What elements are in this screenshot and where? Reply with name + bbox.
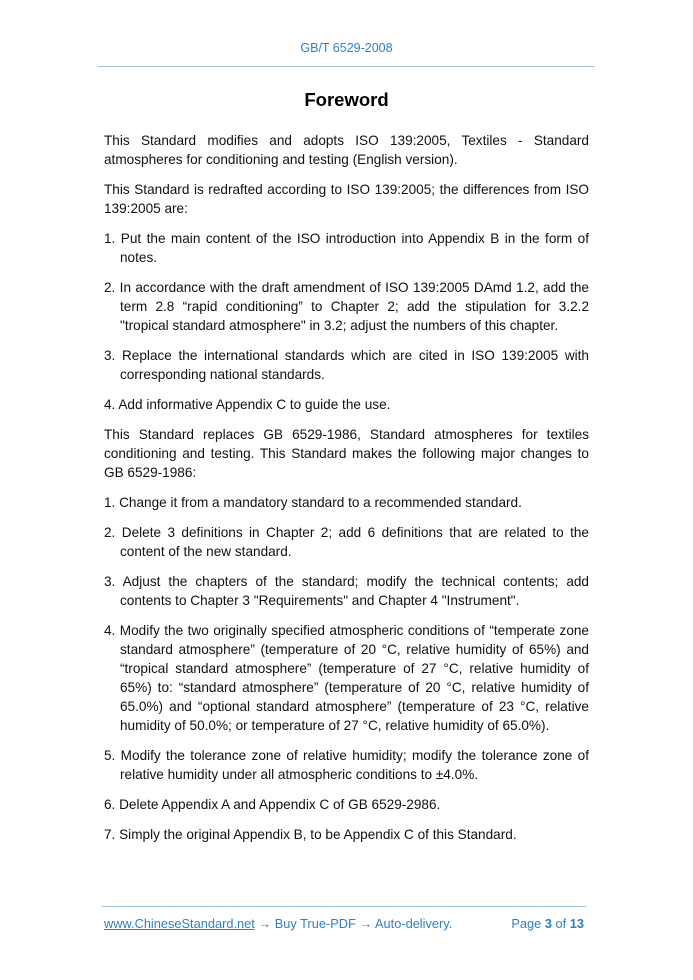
replaces-paragraph: This Standard replaces GB 6529-1986, Standard atmospheres for textiles conditioning and testing. This Standard makes the following major changes to GB 6529-1986:	[104, 427, 589, 480]
differences-list	[104, 229, 589, 414]
page-label: Page	[511, 916, 542, 931]
list-item: 3. Adjust the chapters of the standard; modify the technical contents; add contents to Chapter 3 "Requirements" and Chapter 4 "Instrument".	[104, 574, 589, 608]
page-indicator	[511, 916, 584, 931]
list-item: 4. Add informative Appendix C to guide the use.	[104, 397, 391, 412]
document-body	[104, 131, 589, 855]
promo-text: → Buy True-PDF → Auto-delivery.	[254, 916, 453, 931]
list-item: 2. Delete 3 definitions in Chapter 2; add 6 definitions that are related to the content of the new standard.	[104, 525, 589, 559]
list-item: 4. Modify the two originally specified atmospheric conditions of “temperate zone standard atmosphere” (temperature of 20 °C, relative humidity of 65%) and “tropical standard atmosphere” (temperature of 27 °C, relative humidity of 65%) to: “standard atmosphere” (temperature of 20 °C, relative humidity of 65.0%) and “optional standard atmosphere” (temperature of 23 °C, relative humidity of 50.0%; or temperature of 27 °C, relative humidity of 65.0%).	[104, 623, 589, 733]
page-current: 3	[544, 916, 552, 931]
intro-paragraph: This Standard modifies and adopts ISO 139:2005, Textiles - Standard atmospheres for conditioning and testing (English version).	[104, 133, 589, 167]
intro-paragraph: This Standard is redrafted according to ISO 139:2005; the differences from ISO 139:2005 are:	[104, 182, 589, 216]
header-divider	[98, 66, 595, 67]
list-item: 5. Modify the tolerance zone of relative humidity; modify the tolerance zone of relative humidity under all atmospheric conditions to ±4.0%.	[104, 748, 589, 782]
list-item: 6. Delete Appendix A and Appendix C of GB 6529-2986.	[104, 797, 441, 812]
page-of-label: of	[555, 916, 567, 931]
list-item: 7. Simply the original Appendix B, to be Appendix C of this Standard.	[104, 827, 517, 842]
page-footer	[104, 916, 584, 931]
list-item: 2. In accordance with the draft amendment of ISO 139:2005 DAmd 1.2, add the term 2.8 “rapid conditioning” to Chapter 2; add the stipulation for 3.2.2 "tropical standard atmosphere" in 3.2; adjust the numbers of this chapter.	[104, 280, 589, 333]
page-total: 13	[569, 916, 584, 931]
changes-list	[104, 493, 589, 844]
list-item: 1. Change it from a mandatory standard to a recommended standard.	[104, 495, 522, 510]
footer-divider	[102, 906, 586, 907]
standard-code: GB/T 6529-2008	[300, 41, 393, 55]
list-item: 1. Put the main content of the ISO introduction into Appendix B in the form of notes.	[104, 231, 589, 265]
list-item: 3. Replace the international standards which are cited in ISO 139:2005 with corresponding national standards.	[104, 348, 589, 382]
page-title: Foreword	[304, 89, 389, 110]
website-link[interactable]: www.ChineseStandard.net	[104, 916, 255, 931]
